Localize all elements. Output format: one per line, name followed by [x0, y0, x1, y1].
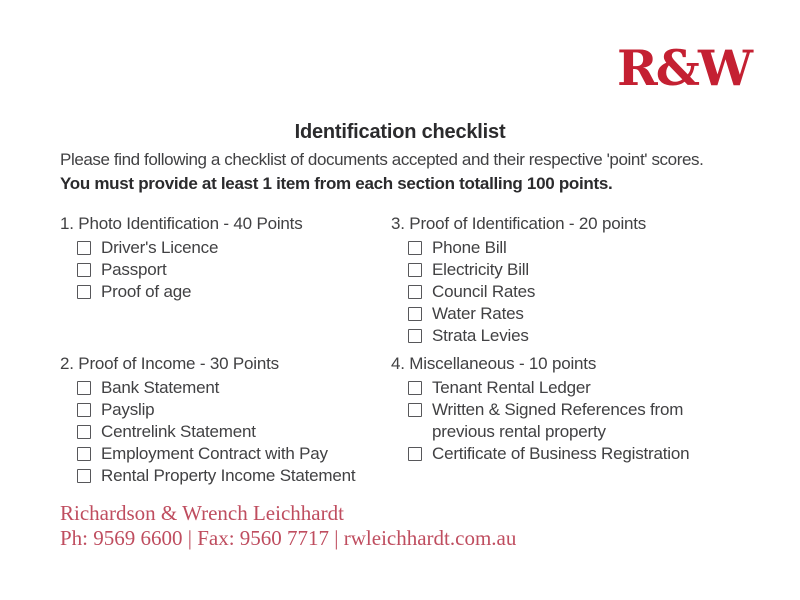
checklist-item-label: Electricity Bill — [432, 260, 529, 279]
checklist-item-label: Tenant Rental Ledger — [432, 378, 591, 397]
checkbox-icon[interactable] — [77, 447, 91, 461]
footer-company-name: Richardson & Wrench Leichhardt — [60, 501, 344, 525]
checkbox-icon[interactable] — [408, 285, 422, 299]
checkbox-icon[interactable] — [77, 403, 91, 417]
checklist-item-label: Employment Contract with Pay — [101, 444, 328, 463]
checklist-item-label: Water Rates — [432, 304, 524, 323]
checkbox-icon[interactable] — [408, 403, 422, 417]
checklist-item — [60, 443, 390, 465]
checkbox-icon[interactable] — [408, 263, 422, 277]
section-item-list — [60, 377, 390, 487]
checkbox-icon[interactable] — [77, 381, 91, 395]
checklist-item — [391, 237, 737, 259]
checklist-item — [391, 399, 737, 443]
checkbox-icon[interactable] — [408, 241, 422, 255]
checklist-item — [391, 325, 737, 347]
checklist-item — [60, 281, 390, 303]
checkbox-icon[interactable] — [408, 447, 422, 461]
checklist-item — [60, 421, 390, 443]
section-miscellaneous — [391, 352, 737, 465]
checkbox-icon[interactable] — [408, 307, 422, 321]
page-title: Identification checklist — [294, 121, 506, 143]
rw-logo: R&W — [617, 39, 751, 97]
checkbox-icon[interactable] — [77, 241, 91, 255]
section-photo-identification — [60, 212, 390, 303]
section-proof-of-income — [60, 352, 390, 487]
checklist-item — [60, 377, 390, 399]
checklist-item-label: Proof of age — [101, 282, 192, 301]
checklist-item-label: Phone Bill — [432, 238, 507, 257]
checkbox-icon[interactable] — [77, 469, 91, 483]
intro-text: Please find following a checklist of documents accepted and their respective 'point' scores. — [60, 150, 704, 169]
intro-requirement-text: You must provide at least 1 item from each section totalling 100 points. — [60, 174, 613, 193]
checklist-item — [391, 303, 737, 325]
checklist-item-label: Certificate of Business Registration — [432, 444, 690, 463]
checklist-item-label: Council Rates — [432, 282, 536, 301]
checklist-item — [60, 399, 390, 421]
section-heading: 2. Proof of Income - 30 Points — [60, 354, 279, 373]
section-proof-of-identification — [391, 212, 737, 347]
checklist-item — [60, 237, 390, 259]
section-heading: 1. Photo Identification - 40 Points — [60, 214, 303, 233]
section-item-list — [391, 237, 737, 347]
checkbox-icon[interactable] — [77, 425, 91, 439]
checklist-item — [391, 377, 737, 399]
checkbox-icon[interactable] — [77, 285, 91, 299]
footer-contact-info: Ph: 9569 6600 | Fax: 9560 7717 | rwleichhardt.com.au — [60, 526, 517, 550]
checklist-item — [391, 443, 737, 465]
checklist-item-label: Rental Property Income Statement — [101, 466, 356, 485]
checklist-item-label: Bank Statement — [101, 378, 220, 397]
checkbox-icon[interactable] — [408, 381, 422, 395]
checklist-item-label: Strata Levies — [432, 326, 529, 345]
checklist-item-label: Passport — [101, 260, 167, 279]
checklist-item-label: Payslip — [101, 400, 155, 419]
section-item-list — [391, 377, 737, 465]
checklist-item — [60, 259, 390, 281]
section-item-list — [60, 237, 390, 303]
checkbox-icon[interactable] — [77, 263, 91, 277]
checklist-item-label: Centrelink Statement — [101, 422, 256, 441]
checkbox-icon[interactable] — [408, 329, 422, 343]
section-heading: 4. Miscellaneous - 10 points — [391, 354, 597, 373]
checklist-item-label: Driver's Licence — [101, 238, 219, 257]
checklist-item — [391, 259, 737, 281]
section-heading: 3. Proof of Identification - 20 points — [391, 214, 647, 233]
checklist-item-label: Written & Signed References from previous rental property — [432, 400, 684, 441]
checklist-item — [60, 465, 390, 487]
checklist-item — [391, 281, 737, 303]
